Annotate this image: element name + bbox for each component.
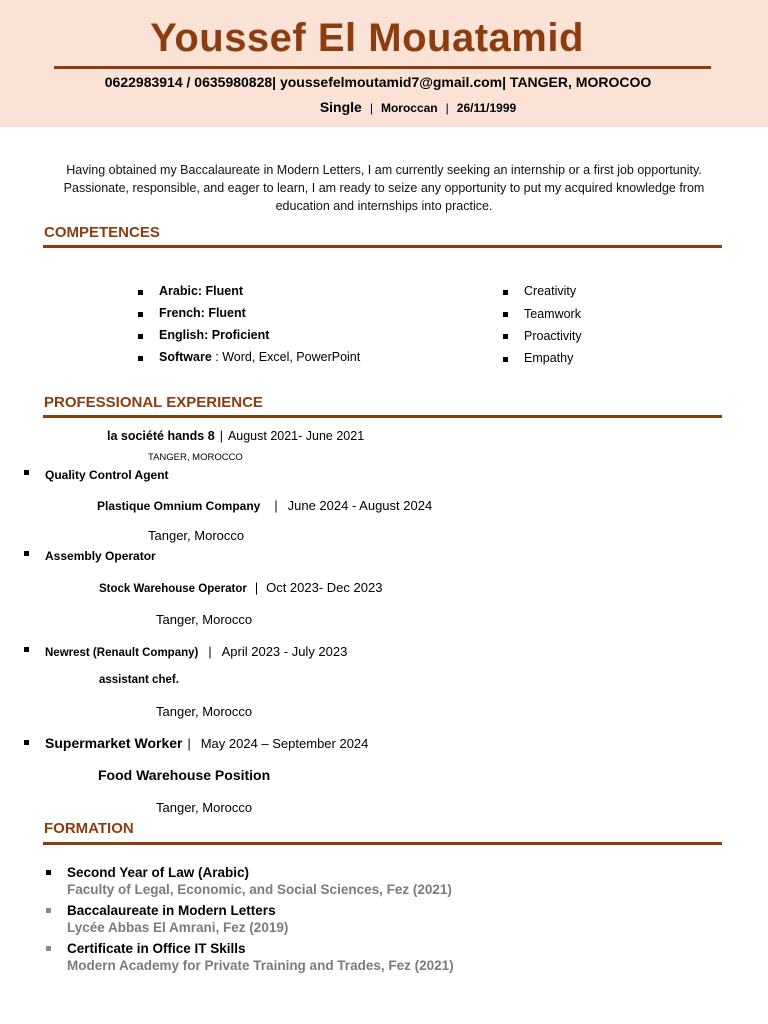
experience-header: Stock Warehouse Operator | Oct 2023- Dec 2023 xyxy=(99,580,383,595)
soft-skill-item: Proactivity xyxy=(524,329,582,343)
marital-status: Single xyxy=(319,99,362,115)
experience-location: Tanger, Morocco xyxy=(156,704,253,719)
experience-header: Supermarket Worker | May 2024 – September 2024 xyxy=(45,735,369,751)
bullet-icon xyxy=(138,356,143,361)
experience-role: Quality Control Agent xyxy=(45,468,169,482)
soft-skill-item: Creativity xyxy=(524,284,577,298)
skill-item: Software : Word, Excel, PowerPoint xyxy=(159,350,361,364)
candidate-name: Youssef El Mouatamid xyxy=(150,16,584,60)
bullet-icon xyxy=(46,946,51,951)
header-band xyxy=(0,0,768,127)
formation-item: Certificate in Office IT Skills Modern Academy for Private Training and Trades, Fez (2021) xyxy=(67,941,454,973)
birthdate: 26/11/1999 xyxy=(456,101,517,115)
experience-subtitle: Food Warehouse Position xyxy=(98,767,271,783)
experience-location: Tanger, Morocco xyxy=(156,612,253,627)
experience-header: la société hands 8 | August 2021- June 2021 xyxy=(107,429,365,443)
profile-summary: Having obtained my Baccalaureate in Modern Letters, I am currently seeking an internship or a first job opportunity. Passionate, responsible, and eager to learn, I am ready to seize any opportunity to put my acquired knowledge from education and internships into practice. xyxy=(63,163,705,213)
personal-info-line: Single | Moroccan | 26/11/1999 xyxy=(319,99,517,115)
bullet-icon xyxy=(503,334,508,339)
experience-location: Tanger, Morocco xyxy=(156,800,253,815)
skill-item: Arabic: Fluent xyxy=(159,284,244,298)
bullet-icon xyxy=(503,290,508,295)
experience-header: Newrest (Renault Company) | April 2023 - July 2023 xyxy=(45,644,348,659)
contact-line: 0622983914 / 0635980828| youssefelmoutamid7@gmail.com| TANGER, MOROCOO xyxy=(104,74,652,90)
competences-divider xyxy=(43,245,722,248)
experience-header: Plastique Omnium Company | June 2024 - August 2024 xyxy=(97,498,433,513)
bullet-icon xyxy=(138,334,143,339)
formation-item: Second Year of Law (Arabic) Faculty of Legal, Economic, and Social Sciences, Fez (2021) xyxy=(67,865,452,897)
formation-divider xyxy=(43,842,722,845)
bullet-icon xyxy=(46,908,51,913)
soft-skill-item: Teamwork xyxy=(524,307,581,321)
bullet-icon xyxy=(24,740,29,745)
bullet-icon xyxy=(24,470,29,475)
bullet-icon xyxy=(138,290,143,295)
formation-item: Baccalaureate in Modern Letters Lycée Abbas El Amrani, Fez (2019) xyxy=(67,903,289,935)
bullet-icon xyxy=(24,551,29,556)
experience-role: assistant chef. xyxy=(99,674,179,686)
skill-item: English: Proficient xyxy=(159,328,270,342)
soft-skill-item: Empathy xyxy=(524,351,574,365)
bullet-icon xyxy=(503,312,508,317)
bullet-icon xyxy=(24,647,29,652)
competences-title: COMPETENCES xyxy=(44,224,160,241)
formation-title: FORMATION xyxy=(44,820,134,837)
experience-location: TANGER, MOROCCO xyxy=(148,452,243,463)
experience-title: PROFESSIONAL EXPERIENCE xyxy=(44,394,263,411)
bullet-icon xyxy=(503,357,508,362)
experience-location: Tanger, Morocco xyxy=(148,528,245,543)
experience-role: Assembly Operator xyxy=(45,549,156,563)
header-divider xyxy=(54,66,711,69)
bullet-icon xyxy=(46,870,51,875)
skill-item: French: Fluent xyxy=(159,306,246,320)
bullet-icon xyxy=(138,312,143,317)
nationality: Moroccan xyxy=(380,101,438,115)
experience-divider xyxy=(43,415,722,418)
